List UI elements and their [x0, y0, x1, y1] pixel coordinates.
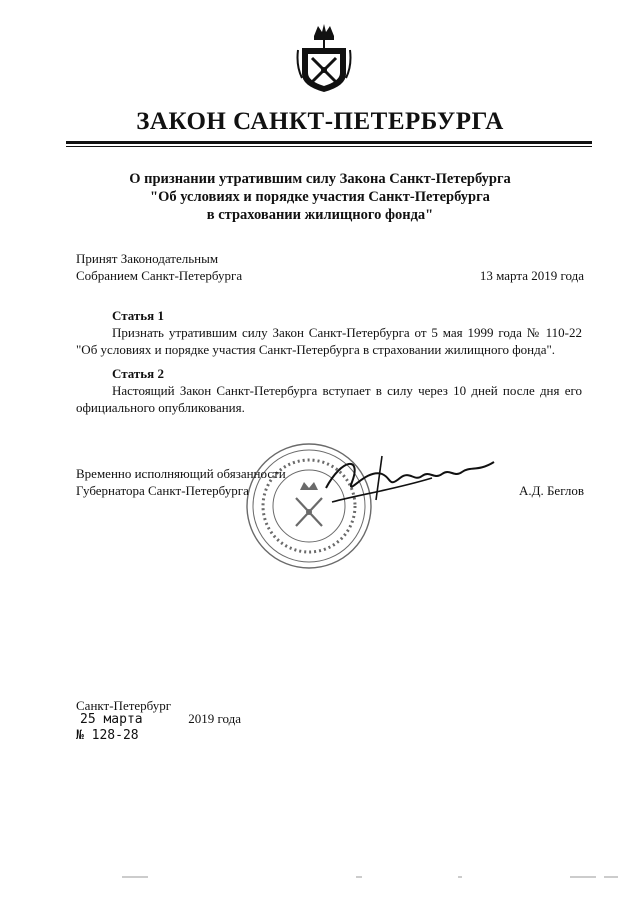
- adoption-line: Собранием Санкт-Петербурга: [76, 268, 243, 283]
- article-2-paragraph: Настоящий Закон Санкт-Петербурга вступает в силу через 10 дней после дня его официального опубликования.: [76, 383, 582, 415]
- subject-line: в страховании жилищного фонда": [206, 207, 434, 223]
- signatory-name: А.Д. Беглов: [518, 483, 584, 498]
- adoption-date: 13 марта 2019 года: [479, 268, 584, 283]
- scan-artifact-strip: [0, 872, 640, 882]
- article-2-title: Статья 2: [112, 366, 164, 381]
- article-1-paragraph: Признать утратившим силу Закон Санкт-Петербурга от 5 мая 1999 года № 110-22 "Об условиях и порядке участия Санкт-Петербурга в страховании жилищного фонда".: [76, 325, 582, 357]
- handwritten-signature-icon: [322, 448, 498, 506]
- coat-of-arms-icon: [296, 22, 352, 96]
- article-1-text: [76, 324, 582, 358]
- title-rule-thin: [66, 146, 592, 147]
- law-title: ЗАКОН САНКТ-ПЕТЕРБУРГА: [136, 108, 504, 135]
- adoption-note: [76, 250, 242, 284]
- signatory-position-line: Временно исполняющий обязанности: [76, 466, 286, 481]
- subject-line: О признании утратившим силу Закона Санкт-Петербурга: [129, 171, 511, 187]
- title-rule-thick: [66, 141, 592, 144]
- footer-city: Санкт-Петербург: [76, 698, 172, 713]
- law-subject: [0, 170, 640, 224]
- subject-line: "Об условиях и порядке участия Санкт-Петербурга: [150, 189, 490, 205]
- article-2-text: [76, 382, 582, 416]
- footer-law-number: № 128-28: [76, 728, 139, 743]
- adoption-line: Принят Законодательным: [76, 251, 219, 266]
- signatory-position-line: Губернатора Санкт-Петербурга: [76, 483, 249, 498]
- footer-date-year: 2019 года: [188, 711, 242, 726]
- footer-date-day-month: 25 марта: [80, 712, 143, 727]
- signatory-position: [76, 465, 286, 499]
- article-1-title: Статья 1: [112, 308, 164, 323]
